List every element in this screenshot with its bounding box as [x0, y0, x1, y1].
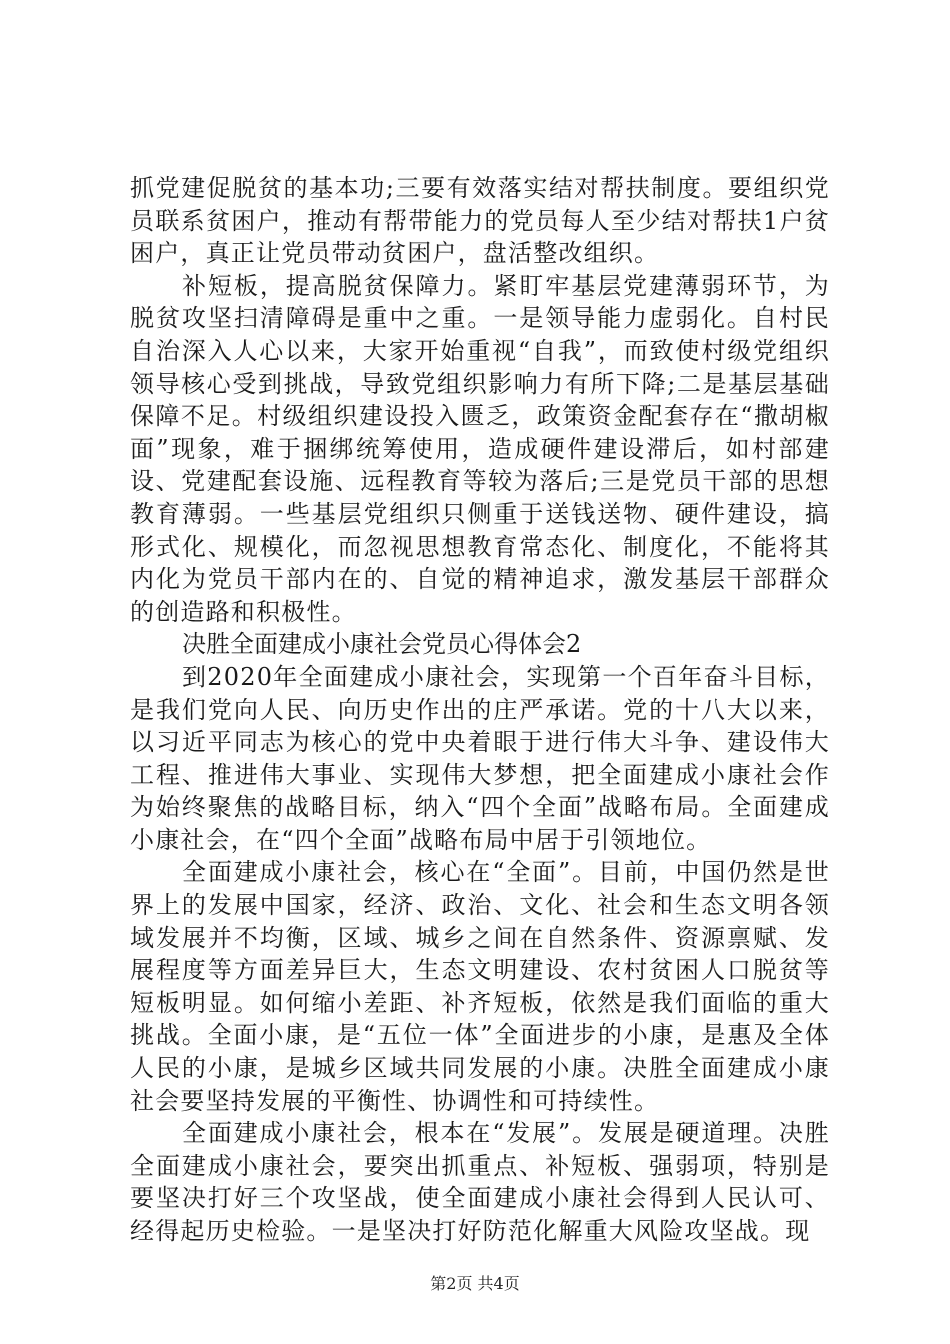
paragraph-3: 到2020年全面建成小康社会，实现第一个百年奋斗目标，是我们党向人民、向历史作出的庄严承诺。党的十八大以来，以习近平同志为核心的党中央着眼于进行伟大斗争、建设伟大工程、推进伟大事业、实现伟大梦想，把全面建成小康社会作为始终聚焦的战略目标，纳入“四个全面”战略布局。全面建成小康社会，在“四个全面”战略布局中居于引领地位。: [130, 662, 830, 854]
paragraph-4: 全面建成小康社会，核心在“全面”。目前，中国仍然是世界上的发展中国家，经济、政治、文化、社会和生态文明各领域发展并不均衡，区域、城乡之间在自然条件、资源禀赋、发展程度等方面差异巨大，生态文明建设、农村贫困人口脱贫等短板明显。如何缩小差距、补齐短板，依然是我们面临的重大挑战。全面小康，是“五位一体”全面进步的小康，是惠及全体人民的小康，是城乡区域共同发展的小康。决胜全面建成小康社会要坚持发展的平衡性、协调性和可持续性。: [130, 858, 830, 1115]
section-title: 决胜全面建成小康社会党员心得体会2: [182, 630, 582, 659]
paragraph-2: 补短板，提高脱贫保障力。紧盯牢基层党建薄弱环节，为脱贫攻坚扫清障碍是重中之重。一是领导能力虚弱化。自村民自治深入人心以来，大家开始重视“自我”，而致使村级党组织领导核心受到挑战，导致党组织影响力有所下降;二是基层基础保障不足。村级组织建设投入匮乏，政策资金配套存在“撒胡椒面”现象，难于捆绑统筹使用，造成硬件建设滞后，如村部建设、党建配套设施、远程教育等较为落后;三是党员干部的思想教育薄弱。一些基层党组织只侧重于送钱送物、硬件建设，搞形式化、规模化，而忽视思想教育常态化、制度化，不能将其内化为党员干部内在的、自觉的精神追求，激发基层干部群众的创造路和积极性。: [130, 271, 830, 626]
page-number-footer: 第2页 共4页: [430, 1274, 520, 1293]
paragraph-5: 全面建成小康社会，根本在“发展”。发展是硬道理。决胜全面建成小康社会，要突出抓重点、补短板、强弱项，特别是要坚决打好三个攻坚战，使全面建成小康社会得到人民认可、经得起历史检验。一是坚决打好防范化解重大风险攻坚战。现: [130, 1119, 830, 1245]
paragraph-1: 抓党建促脱贫的基本功;三要有效落实结对帮扶制度。要组织党员联系贫困户，推动有帮带能力的党员每人至少结对帮扶1户贫困户，真正让党员带动贫困户，盘活整改组织。: [130, 174, 830, 268]
document-body: [130, 172, 830, 1248]
